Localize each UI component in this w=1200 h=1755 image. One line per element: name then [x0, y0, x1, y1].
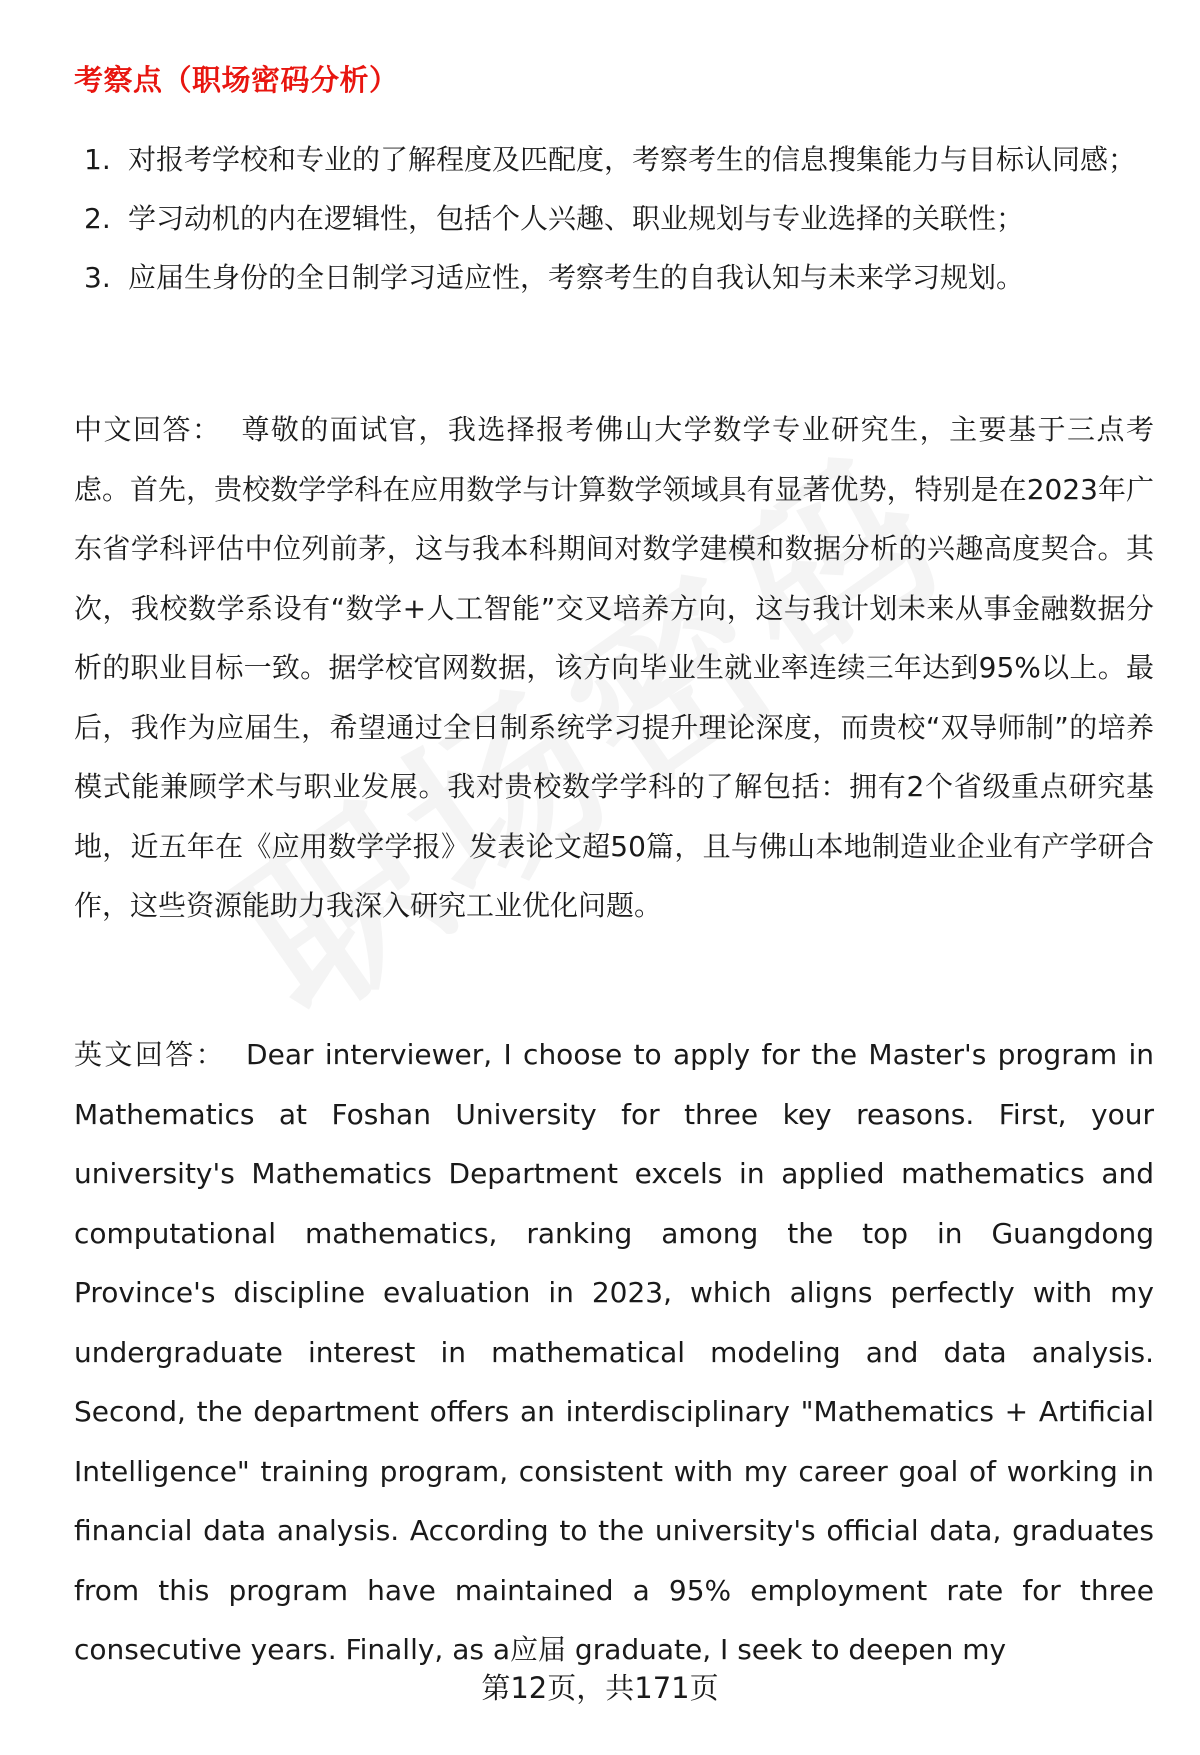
- list-item-number: 2.: [84, 202, 111, 235]
- chinese-answer-paragraph: [74, 400, 1154, 936]
- list-item: [74, 189, 1154, 248]
- list-item-text: 应届生身份的全日制学习适应性，考察考生的自我认知与未来学习规划。: [128, 261, 1025, 294]
- page-number-footer: 第12页，共171页: [481, 1671, 719, 1705]
- list-item-text: 对报考学校和专业的了解程度及匹配度，考察考生的信息搜集能力与目标认同感；: [128, 143, 1137, 176]
- section-title: 考察点（职场密码分析）: [74, 63, 399, 97]
- list-item-text: 学习动机的内在逻辑性，包括个人兴趣、职业规划与专业选择的关联性；: [128, 202, 1025, 235]
- chinese-answer-label: 中文回答：: [74, 413, 222, 446]
- list-item: [74, 130, 1154, 189]
- assessment-points-list: [74, 130, 1154, 307]
- chinese-answer-text: 尊敬的面试官，我选择报考佛山大学数学专业研究生，主要基于三点考虑。首先，贵校数学学科在应用数学与计算数学领域具有显著优势，特别是在2023年广东省学科评估中位列前茅，这与我本科期间对数学建模和数据分析的兴趣高度契合。其次，我校数学系设有“数学+人工智能”交叉培养方向，这与我计划未来从事金融数据分析的职业目标一致。据学校官网数据，该方向毕业生就业率连续三年达到95%以上。最后，我作为应届生，希望通过全日制系统学习提升理论深度，而贵校“双导师制”的培养模式能兼顾学术与职业发展。我对贵校数学学科的了解包括：拥有2个省级重点研究基地，近五年在《应用数学学报》发表论文超50篇，且与佛山本地制造业企业有产学研合作，这些资源能助力我深入研究工业优化问题。: [74, 413, 1154, 922]
- list-item: [74, 248, 1154, 307]
- list-item-number: 3.: [84, 261, 111, 294]
- english-answer-text: Dear interviewer, I choose to apply for the Master's program in Mathematics at Foshan University for three key reasons. First, your university's Mathematics Department excels in applied mathematics and computational mathematics, ranking among the top in Guangdong Province's discipline evaluation in 2023, which aligns perfectly with my undergraduate interest in mathematical modeling and data analysis. Second, the department offers an interdisciplinary "Mathematics + Artificial Intelligence" training program, consistent with my career goal of working in financial data analysis. According to the university's official data, graduates from this program have maintained a 95% employment rate for three consecutive years. Finally, as a应届 graduate, I seek to deepen my: [74, 1038, 1154, 1666]
- english-answer-paragraph: [74, 1025, 1154, 1680]
- list-item-number: 1.: [84, 143, 111, 176]
- english-answer-label: 英文回答：: [74, 1038, 227, 1071]
